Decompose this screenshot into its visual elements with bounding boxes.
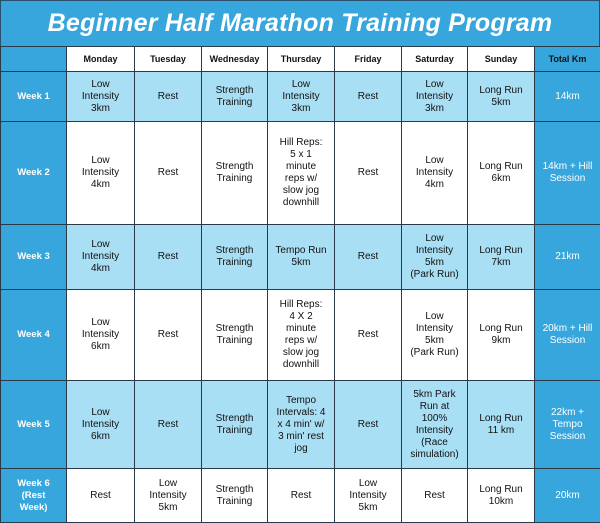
table-cell: Rest [135, 72, 202, 122]
week-label: Week 6 (Rest Week) [1, 469, 67, 523]
table-row-week-4 [1, 290, 600, 381]
table-cell: Rest [335, 72, 402, 122]
training-table [0, 46, 600, 523]
table-cell: Tempo Run 5km [268, 225, 335, 290]
table-cell: Low Intensity 6km [67, 290, 135, 381]
table-cell: Low Intensity 5km (Park Run) [402, 290, 468, 381]
header-corner [1, 47, 67, 72]
table-cell: Low Intensity 5km [335, 469, 402, 523]
table-row-week-1 [1, 72, 600, 122]
table-cell: Rest [67, 469, 135, 523]
total-km-cell: 21km [535, 225, 600, 290]
header-saturday: Saturday [402, 47, 468, 72]
table-cell: Low Intensity 4km [67, 122, 135, 225]
table-cell: Strength Training [202, 381, 268, 469]
week-label: Week 2 [1, 122, 67, 225]
table-cell: Rest [268, 469, 335, 523]
table-cell: Strength Training [202, 72, 268, 122]
table-cell: Long Run 5km [468, 72, 535, 122]
table-cell: Low Intensity 5km [135, 469, 202, 523]
table-cell: Tempo Intervals: 4 x 4 min' w/ 3 min' rest jog [268, 381, 335, 469]
title-bar [0, 0, 600, 47]
table-row-week-6 [1, 469, 600, 523]
header-thursday: Thursday [268, 47, 335, 72]
header-wednesday: Wednesday [202, 47, 268, 72]
table-cell: Hill Reps: 5 x 1 minute reps w/ slow jog downhill [268, 122, 335, 225]
table-cell: Strength Training [202, 290, 268, 381]
table-row-week-5 [1, 381, 600, 469]
week-label: Week 5 [1, 381, 67, 469]
table-cell: Long Run 10km [468, 469, 535, 523]
table-cell: Strength Training [202, 122, 268, 225]
table-cell: Rest [135, 381, 202, 469]
total-km-cell: 22km + Tempo Session [535, 381, 600, 469]
header-row [1, 47, 600, 72]
total-km-cell: 14km + Hill Session [535, 122, 600, 225]
table-cell: Rest [135, 225, 202, 290]
table-cell: Low Intensity 3km [67, 72, 135, 122]
header-tuesday: Tuesday [135, 47, 202, 72]
table-cell: Rest [135, 122, 202, 225]
table-cell: Hill Reps: 4 X 2 minute reps w/ slow jog downhill [268, 290, 335, 381]
page-title: Beginner Half Marathon Training Program [47, 9, 553, 37]
table-cell: 5km Park Run at 100% Intensity (Race simulation) [402, 381, 468, 469]
table-cell: Rest [335, 122, 402, 225]
table-cell: Long Run 7km [468, 225, 535, 290]
table-cell: Long Run 9km [468, 290, 535, 381]
week-label: Week 1 [1, 72, 67, 122]
table-row-week-2 [1, 122, 600, 225]
table-cell: Low Intensity 4km [402, 122, 468, 225]
table-cell: Low Intensity 3km [268, 72, 335, 122]
table-cell: Low Intensity 3km [402, 72, 468, 122]
table-row-week-3 [1, 225, 600, 290]
total-km-cell: 14km [535, 72, 600, 122]
table-cell: Rest [335, 290, 402, 381]
table-cell: Low Intensity 4km [67, 225, 135, 290]
header-sunday: Sunday [468, 47, 535, 72]
header-monday: Monday [67, 47, 135, 72]
table-cell: Rest [335, 225, 402, 290]
table-cell: Long Run 11 km [468, 381, 535, 469]
table-cell: Low Intensity 5km (Park Run) [402, 225, 468, 290]
week-label: Week 4 [1, 290, 67, 381]
header-total-km: Total Km [535, 47, 600, 72]
header-friday: Friday [335, 47, 402, 72]
total-km-cell: 20km + Hill Session [535, 290, 600, 381]
table-cell: Low Intensity 6km [67, 381, 135, 469]
total-km-cell: 20km [535, 469, 600, 523]
table-cell: Strength Training [202, 469, 268, 523]
table-cell: Strength Training [202, 225, 268, 290]
table-cell: Long Run 6km [468, 122, 535, 225]
week-label: Week 3 [1, 225, 67, 290]
table-cell: Rest [135, 290, 202, 381]
table-cell: Rest [335, 381, 402, 469]
table-cell: Rest [402, 469, 468, 523]
